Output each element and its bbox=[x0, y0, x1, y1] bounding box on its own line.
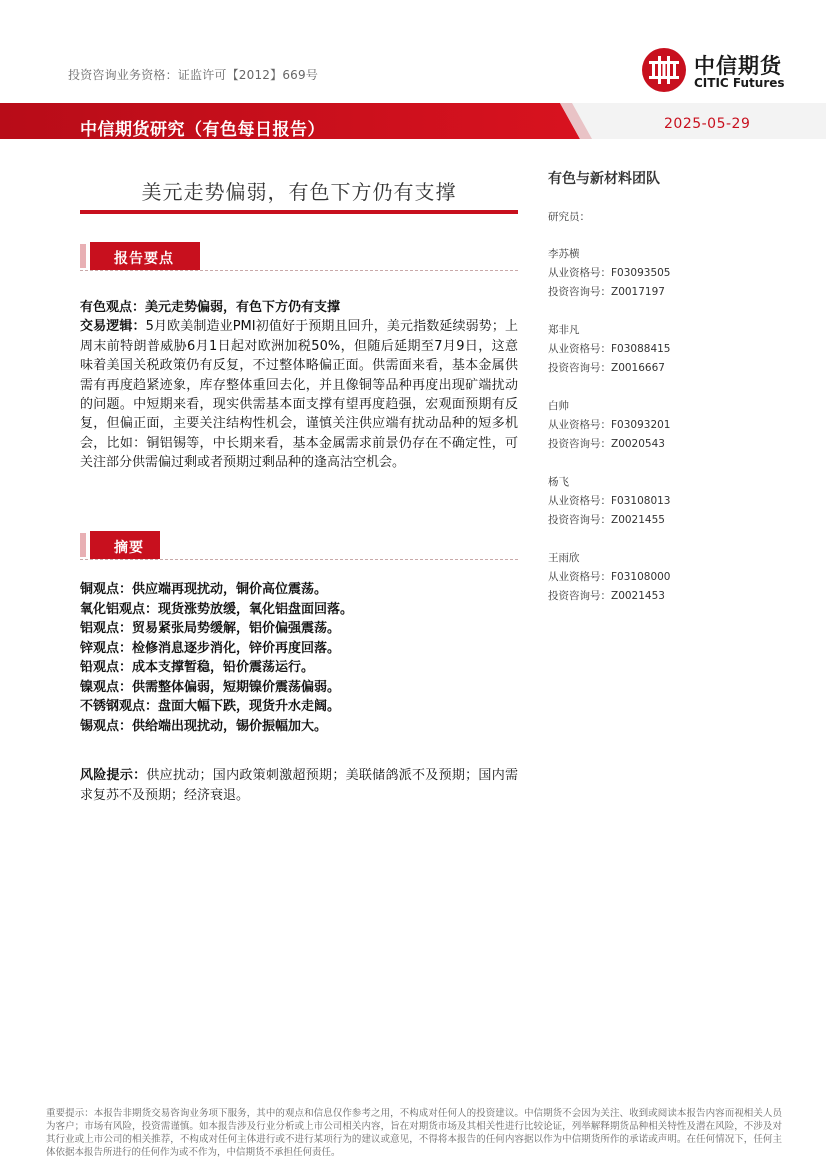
summary-item-stainless: 不锈钢观点：盘面大幅下跌，现货升水走阔。 bbox=[80, 699, 341, 714]
summary-item-alumina: 氧化铝观点：现货涨势放缓，氧化铝盘面回落。 bbox=[80, 601, 354, 617]
view-label: 有色观点： bbox=[80, 300, 146, 315]
analyst-consult: 投资咨询号：Z0021453 bbox=[548, 590, 665, 602]
logo-chinese-name: 中信期货 bbox=[694, 54, 782, 78]
summary-item-lead: 铅观点：成本支撑暂稳，铅价震荡运行。 bbox=[80, 660, 315, 675]
company-logo bbox=[640, 46, 810, 96]
footer-disclaimer: 重要提示：本报告非期货交易咨询业务项下服务，其中的观点和信息仅作参考之用，不构成对任何人的投资建议。中信期货不会因为关注、收到或阅读本报告内容而视相关人员为客户；市场有风险，投资需谨慎。如本报告涉及行业分析或上市公司相关内容，旨在对期货市场及其相关性进行比较论证，列举解释期货品种相关特性及潜在风险，不涉及对其行业或上市公司的相关推荐，不构成对任何主体进行或不进行某项行为的建议或意见，不得将本报告的任何内容据以作为中信期货所作的承诺或声明。在任何情况下，任何主体依据本报告所进行的任何作为或不作为，中信期货不承担任何责任。 bbox=[46, 1108, 782, 1158]
license-text: 投资咨询业务资格：证监许可【2012】669号 bbox=[68, 68, 319, 82]
analyst-cert: 从业资格号：F03093505 bbox=[548, 267, 671, 279]
view-line bbox=[80, 298, 518, 317]
analyst-card bbox=[548, 321, 748, 378]
analyst-cert: 从业资格号：F03108013 bbox=[548, 495, 671, 507]
analyst-card bbox=[548, 549, 748, 606]
risk-label: 风险提示： bbox=[80, 768, 147, 783]
section-divider bbox=[80, 559, 518, 560]
logic-paragraph bbox=[80, 317, 518, 472]
analyst-name: 杨飞 bbox=[548, 476, 569, 488]
summary-item-zinc: 锌观点：检修消息逐步消化，锌价再度回落。 bbox=[80, 640, 341, 656]
analyst-name: 李苏横 bbox=[548, 248, 580, 260]
summary-item-copper: 铜观点：供应端再现扰动，铜价高位震荡。 bbox=[80, 582, 328, 597]
analyst-cert: 从业资格号：F03093201 bbox=[548, 419, 671, 431]
analyst-card bbox=[548, 245, 748, 302]
banner-title: 中信期货研究（有色每日报告） bbox=[80, 120, 325, 140]
team-title: 有色与新材料团队 bbox=[548, 171, 660, 187]
logic-label: 交易逻辑： bbox=[80, 319, 146, 335]
analyst-card bbox=[548, 397, 748, 454]
analyst-name: 白帅 bbox=[548, 400, 569, 412]
summary-item-tin: 锡观点：供给端出现扰动，锡价振幅加大。 bbox=[80, 718, 328, 734]
section-divider bbox=[80, 270, 518, 271]
section-header-key-points bbox=[80, 242, 518, 272]
analyst-card bbox=[548, 473, 748, 530]
section-label-summary: 摘要 bbox=[114, 540, 144, 556]
summary-item-aluminum: 铝观点：贸易紧张局势缓解，铝价偏强震荡。 bbox=[80, 621, 341, 636]
section-header-summary bbox=[80, 531, 518, 561]
summary-item-nickel: 镍观点：供需整体偏弱，短期镍价震荡偏弱。 bbox=[80, 679, 341, 695]
analyst-cert: 从业资格号：F03108000 bbox=[548, 571, 671, 583]
logo-english-name: CITIC Futures bbox=[694, 76, 785, 90]
report-title: 美元走势偏弱，有色下方仍有支撑 bbox=[141, 180, 457, 204]
analyst-consult: 投资咨询号：Z0020543 bbox=[548, 438, 665, 450]
citic-logo-icon bbox=[640, 46, 688, 94]
view-text: 美元走势偏弱，有色下方仍有支撑 bbox=[145, 300, 341, 315]
title-divider bbox=[80, 210, 518, 214]
key-points-body bbox=[80, 298, 518, 473]
analyst-name: 王雨欣 bbox=[548, 552, 580, 564]
logic-text: 5月欧美制造业PMI初值好于预期且回升，美元指数延续弱势；上周末前特朗普威胁6月1日起对欧洲加税50%，但随后延期至7月9日，这意味着美国关税政策仍有反复，不过整体略偏正面。供需面来看，基本金属供需有再度趋紧迹象，库存整体重回去化，并且像铜等品种再度出现矿端扰动的问题。中短期来看，现实供需基本面支撑有望再度趋强，宏观面预期有反复，但偏正面，主要关注结构性机会，谨慎关注供应端有扰动品种的短多机会，比如：铜铝锡等，中长期来看，基本金属需求前景仍存在不确定性，可关注部分供需偏过剩或者预期过剩品种的逢高沽空机会。 bbox=[80, 319, 518, 471]
section-label-key-points: 报告要点 bbox=[114, 251, 174, 267]
risk-notice bbox=[80, 766, 518, 806]
analyst-consult: 投资咨询号：Z0016667 bbox=[548, 362, 665, 374]
analyst-consult: 投资咨询号：Z0021455 bbox=[548, 514, 665, 526]
summary-list bbox=[80, 580, 518, 736]
report-date: 2025-05-29 bbox=[664, 116, 751, 132]
analyst-consult: 投资咨询号：Z0017197 bbox=[548, 286, 665, 298]
risk-text: 供应扰动；国内政策刺激超预期；美联储鸽派不及预期；国内需求复苏不及预期；经济衰退。 bbox=[80, 768, 518, 803]
analyst-name: 郑非凡 bbox=[548, 324, 580, 336]
report-banner bbox=[0, 103, 826, 139]
analyst-cert: 从业资格号：F03088415 bbox=[548, 343, 671, 355]
analysts-label: 研究员： bbox=[548, 211, 590, 223]
